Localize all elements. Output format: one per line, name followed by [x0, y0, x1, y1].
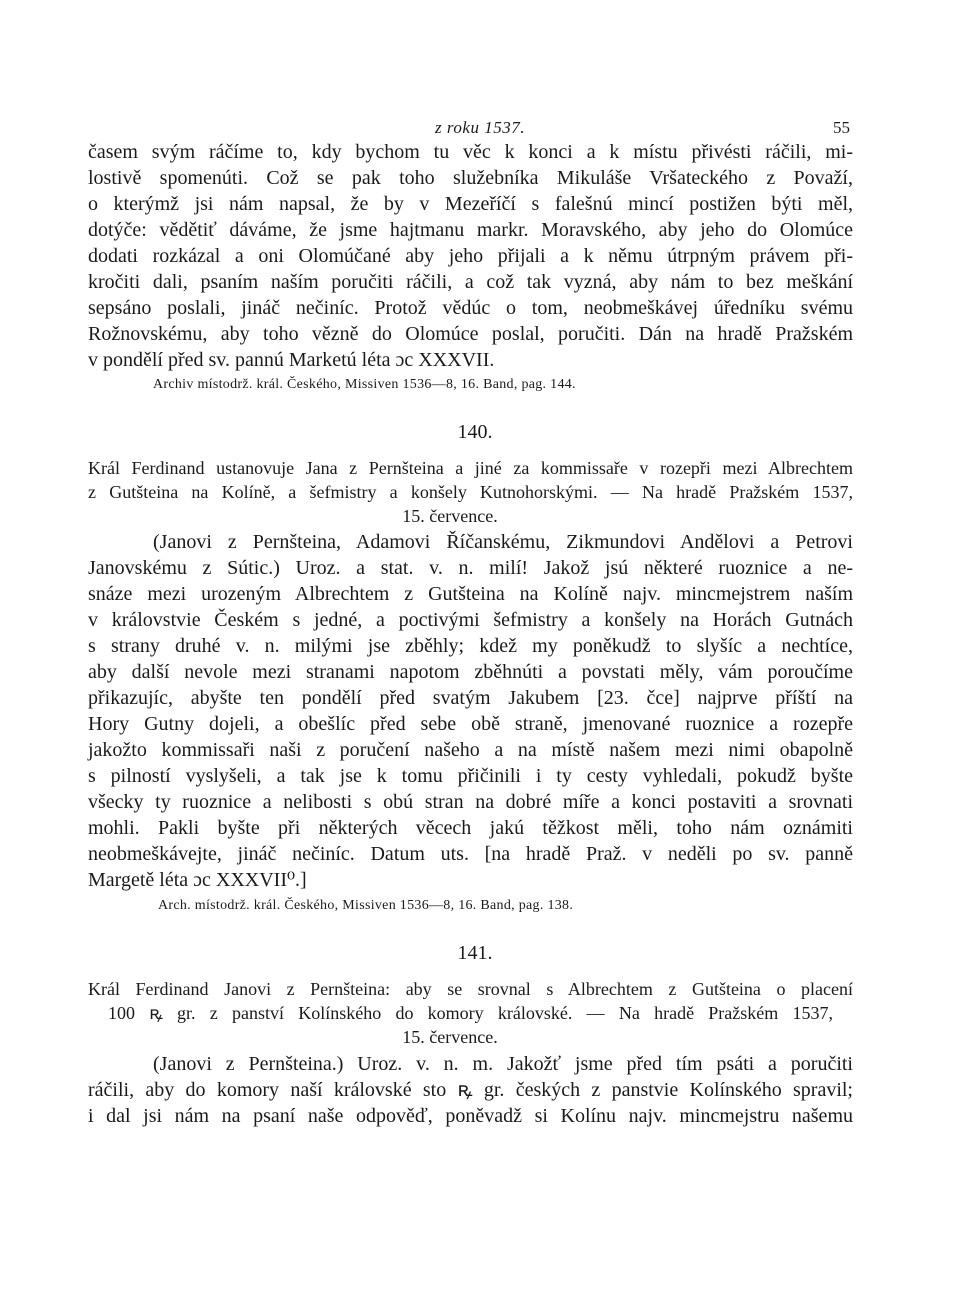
- text-line: i dal jsi nám na psaní naše odpověď, poněvadž si Kolínu najv. mincmejstru našemu: [88, 1105, 853, 1127]
- text-line: v pondělí před sv. pannú Marketú léta ɔc XXXVII.: [88, 349, 495, 371]
- text-line: Hory Gutny dojeli, a obešlíc před sebe obě straně, jmenované ruoznice a rozepře: [88, 713, 853, 735]
- text-line: neobmeškávejte, jináč nečiníc. Datum uts. [na hradě Praž. v neděli po sv. panně: [88, 843, 853, 865]
- text-line: Rožnovskému, aby toho vězně do Olomúce poslal, poručiti. Dán na hradě Pražském: [88, 323, 853, 345]
- summary-line: Král Ferdinand Janovi z Pernšteina: aby se srovnal s Albrechtem z Gutšteina o placení: [88, 979, 853, 999]
- text-line: snáze mezi urozeným Albrechtem z Gutšteina na Kolíně najv. mincmejstrem naším: [88, 583, 853, 605]
- running-header: z roku 1537.: [435, 118, 525, 137]
- text-line: (Janovi z Pernšteina, Adamovi Říčanskému, Zikmundovi Andělovi a Petrovi: [153, 531, 853, 553]
- text-line: Margetě léta ɔc XXXVII⁰.]: [88, 869, 307, 891]
- page-number: 55: [833, 118, 850, 137]
- summary-line: 15. července.: [402, 506, 498, 526]
- document-number: 140.: [457, 421, 493, 443]
- text-line: dodati rozkázal a oni Olomúčané aby jeho přijali a k němu útrpným právem při-: [88, 245, 853, 267]
- text-line: v královstvie Českém s jedné, a poctivými šefmistry a konšely na Horách Gutnách: [88, 609, 853, 631]
- text-line: všecky ty ruoznice a nelibosti s obú stran na dobré míře a konci postaviti a srovnati: [88, 791, 853, 813]
- text-line: o kterýmž jsi nám napsal, že by v Mezeříčí s falešnú mincí postižen býti měl,: [88, 193, 853, 215]
- summary-line: z Gutšteina na Kolíně, a šefmistry a konšely Kutnohorskými. — Na hradě Pražském 1537,: [88, 482, 853, 502]
- text-line: přikazujíc, abyšte ten pondělí před svatým Jakubem [23. čce] najprve příští na: [88, 687, 853, 709]
- text-line: aby další nevole mezi stranami napotom zběhnúti a povstati měly, vám poroučíme: [88, 661, 853, 683]
- text-line: sepsáno poslali, jináč nečiníc. Protož vědúc o tom, neobmeškávej úředníku svému: [88, 297, 853, 319]
- text-line: (Janovi z Pernšteina.) Uroz. v. n. m. Jakožť jsme před tím psáti a poručiti: [153, 1053, 853, 1075]
- text-line: s strany druhé v. n. milými jse zběhly; kdež my poněkudž to slyšíc a nechtíce,: [88, 635, 853, 657]
- text-line: časem svým ráčíme to, kdy bychom tu věc k konci a k místu přivésti ráčili, mi-: [88, 141, 853, 163]
- summary-line: 100 ꝶ gr. z panství Kolínského do komory královské. — Na hradě Pražském 1537,: [108, 1003, 833, 1023]
- text-line: lostivě spomenúti. Což se pak toho služebníka Mikuláše Vršateckého z Považí,: [88, 167, 853, 189]
- document-number: 141.: [457, 942, 493, 964]
- source-citation: Arch. místodrž. král. Českého, Missiven 1536—8, 16. Band, pag. 138.: [158, 898, 574, 913]
- text-line: Janovskému z Sútic.) Uroz. a stat. v. n. milí! Jakož jsú některé ruoznice a ne-: [88, 557, 853, 579]
- text-line: mohli. Pakli byšte při některých věcech jakú těžkost měli, toho nám oznámiti: [88, 817, 853, 839]
- source-citation: Archiv místodrž. král. Českého, Missiven 1536—8, 16. Band, pag. 144.: [153, 377, 576, 392]
- text-line: kročiti dali, psaním naším poručiti ráčili, a což tak vyzná, aby nám to bez meškání: [88, 271, 853, 293]
- text-line: ráčili, aby do komory naší královské sto ꝶ gr. českých z panstvie Kolínského spravil;: [88, 1079, 853, 1101]
- text-line: s pilností vyslyšeli, a tak jse k tomu přičinili i ty cesty vyhledali, pokudž byšte: [88, 765, 853, 787]
- summary-line: Král Ferdinand ustanovuje Jana z Pernšteina a jiné za kommissaře v rozepři mezi Albrechtem: [88, 458, 853, 478]
- summary-line: 15. července.: [402, 1027, 498, 1047]
- text-line: dotýče: vědětiť dáváme, že jsme hajtmanu markr. Moravského, aby jeho do Olomúce: [88, 219, 853, 241]
- text-line: jakožto kommissaři naši z poručení našeho a na místě našem mezi nimi obapolně: [88, 739, 853, 761]
